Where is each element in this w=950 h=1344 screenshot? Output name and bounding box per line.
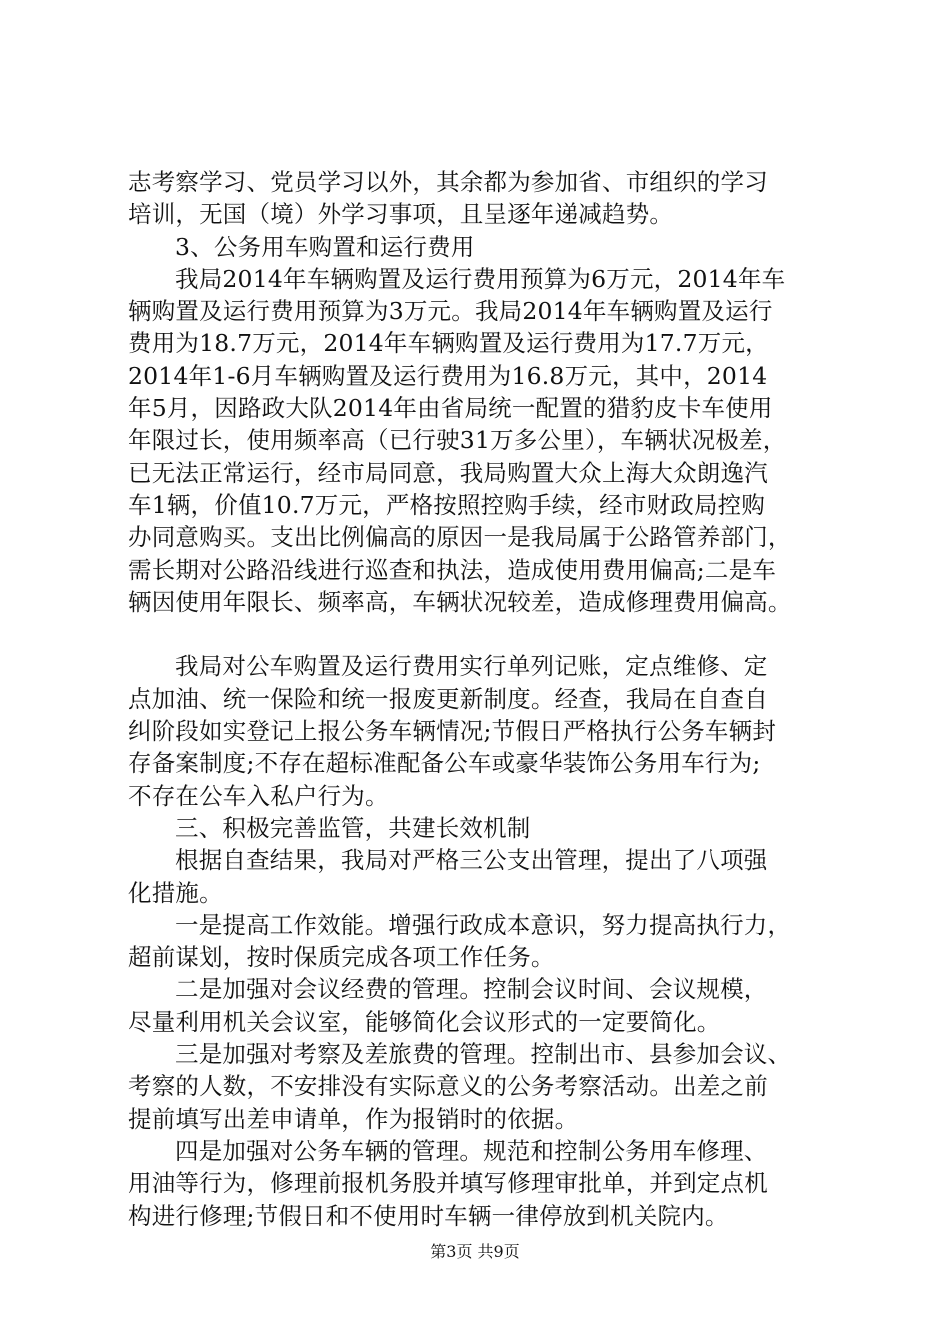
document-body — [128, 166, 832, 1232]
text-line: 考察的人数，不安排没有实际意义的公务考察活动。出差之前 — [128, 1072, 768, 1101]
text-line: 已无法正常运行，经市局同意，我局购置大众上海大众朗逸汽 — [128, 458, 768, 487]
text-line: 根据自查结果，我局对严格三公支出管理，提出了八项强 — [175, 846, 768, 875]
text-line: 超前谋划，按时保质完成各项工作任务。 — [128, 943, 555, 972]
text-line: 三是加强对考察及差旅费的管理。控制出市、县参加会议、 — [175, 1040, 792, 1069]
text-line: 四是加强对公务车辆的管理。规范和控制公务用车修理、 — [175, 1136, 768, 1165]
text-line: 我局对公车购置及运行费用实行单列记账，定点维修、定 — [175, 652, 768, 681]
text-line: 我局2014年车辆购置及运行费用预算为6万元，2014年车 — [175, 264, 786, 293]
text-line: 用油等行为，修理前报机务股并填写修理审批单，并到定点机 — [128, 1169, 768, 1198]
text-line: 存备案制度;不存在超标准配备公车或豪华装饰公务用车行为; — [128, 749, 761, 778]
text-line: 志考察学习、党员学习以外，其余都为参加省、市组织的学习 — [128, 168, 768, 196]
text-line: 办同意购买。支出比例偏高的原因一是我局属于公路管养部门， — [128, 523, 792, 552]
text-line: 需长期对公路沿线进行巡查和执法，造成使用费用偏高;二是车 — [128, 555, 777, 584]
text-line: 辆因使用年限长、频率高，车辆状况较差，造成修理费用偏高。 — [128, 587, 792, 616]
text-line: 化措施。 — [128, 878, 223, 907]
text-line: 年5月，因路政大队2014年由省局统一配置的猎豹皮卡车使用 — [128, 394, 773, 423]
text-line: 提前填写出差申请单，作为报销时的依据。 — [128, 1104, 579, 1133]
text-line: 车1辆，价值10.7万元，严格按照控购手续，经市财政局控购 — [128, 490, 766, 519]
text-line: 辆购置及运行费用预算为3万元。我局2014年车辆购置及运行 — [128, 297, 773, 326]
text-line: 年限过长，使用频率高（已行驶31万多公里），车辆状况极差， — [128, 426, 787, 455]
text-line: 费用为18.7万元，2014年车辆购置及运行费用为17.7万元， — [128, 329, 769, 358]
text-line: 二是加强对会议经费的管理。控制会议时间、会议规模， — [175, 975, 768, 1004]
page-footer: 第3页 共9页 — [430, 1242, 520, 1261]
text-line: 2014年1-6月车辆购置及运行费用为16.8万元，其中，2014 — [128, 361, 768, 390]
text-line: 培训，无国（境）外学习事项，且呈逐年递减趋势。 — [128, 200, 674, 229]
text-line: 3、公务用车购置和运行费用 — [175, 232, 475, 261]
text-line: 点加油、统一保险和统一报废更新制度。经查，我局在自查自 — [128, 684, 768, 713]
text-line: 尽量利用机关会议室，能够简化会议形式的一定要简化。 — [128, 1007, 721, 1036]
text-line: 构进行修理;节假日和不使用时车辆一律停放到机关院内。 — [128, 1201, 729, 1230]
paragraph-gap — [128, 618, 832, 650]
text-line: 一是提高工作效能。增强行政成本意识，努力提高执行力， — [175, 910, 792, 939]
text-line: 三、积极完善监管，共建长效机制 — [175, 813, 531, 842]
text-line: 纠阶段如实登记上报公务车辆情况;节假日严格执行公务车辆封 — [128, 717, 777, 746]
text-line: 不存在公车入私户行为。 — [128, 781, 389, 810]
